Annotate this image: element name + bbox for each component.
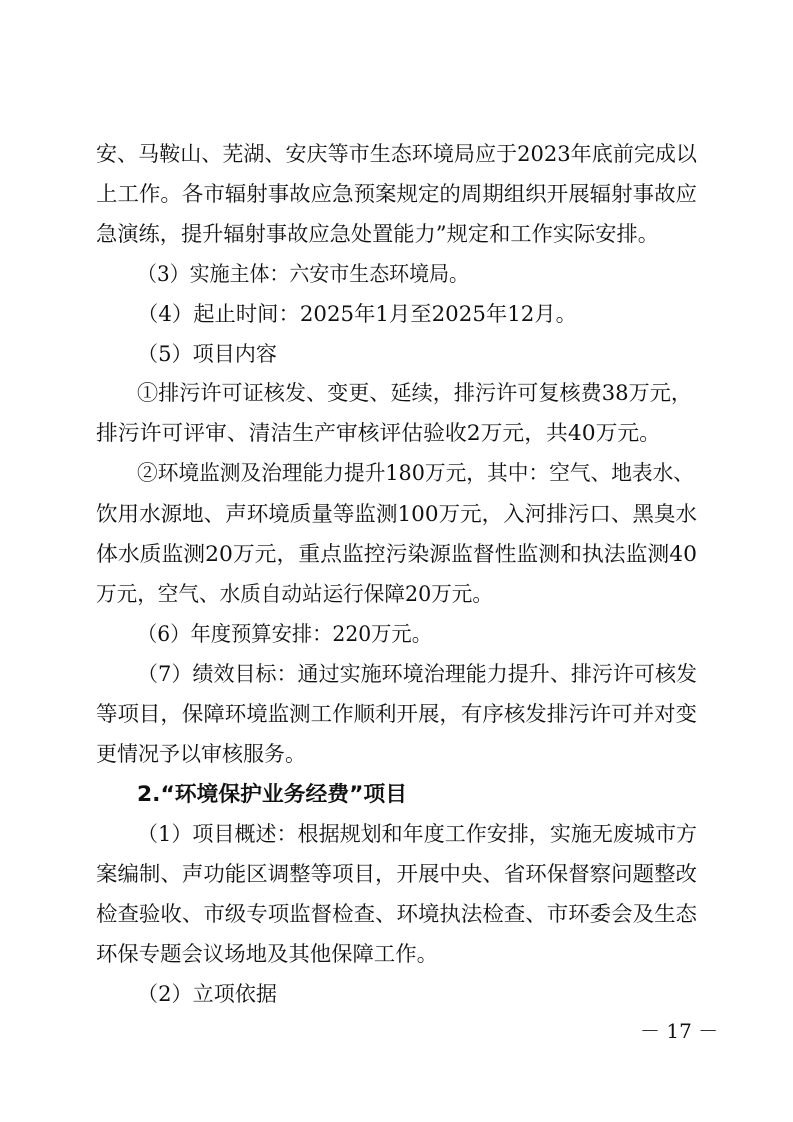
text-line [0, 334, 793, 374]
text-line [0, 934, 793, 974]
line-text: 上工作。各市辐射事故应急预案规定的周期组织开展辐射事故应 [96, 182, 697, 206]
page-number: － 17 － [640, 1019, 719, 1043]
text-line [0, 614, 793, 654]
line-text: 急演练，提升辐射事故应急处置能力”规定和工作实际安排。 [96, 222, 659, 246]
line-text: ①排污许可证核发、变更、延续，排污许可复核费38万元， [137, 381, 692, 405]
text-line [0, 854, 793, 894]
line-text: 检查验收、市级专项监督检查、环境执法检查、市环委会及生态 [96, 902, 697, 926]
text-line [0, 734, 793, 774]
text-line [0, 494, 793, 534]
line-text: 更情况予以审核服务。 [96, 742, 306, 766]
text-line [0, 214, 793, 254]
line-text: ②环境监测及治理能力提升180万元，其中：空气、地表水、 [137, 461, 694, 485]
line-text: 案编制、声功能区调整等项目，开展中央、省环保督察问题整改 [96, 862, 697, 886]
text-line [0, 174, 793, 214]
line-text: （6）年度预算安排：220万元。 [137, 622, 432, 646]
text-line [0, 453, 793, 493]
text-line [0, 654, 793, 694]
line-text: （1）项目概述：根据规划和年度工作安排，实施无废城市方 [137, 822, 697, 846]
text-line [0, 373, 793, 413]
line-text: （2）立项依据 [137, 982, 277, 1006]
line-text: （3）实施主体：六安市生态环境局。 [137, 262, 469, 286]
line-text: 环保专题会议场地及其他保障工作。 [96, 942, 439, 966]
text-line [0, 574, 793, 614]
text-line [0, 254, 793, 294]
text-line [0, 413, 793, 453]
line-text: 排污许可评审、清洁生产审核评估验收2万元，共40万元。 [96, 421, 661, 445]
section-heading [0, 774, 793, 814]
line-text: （7）绩效目标：通过实施环境治理能力提升、排污许可核发 [137, 662, 697, 686]
line-text: 2.“环境保护业务经费”项目 [137, 782, 407, 806]
line-text: 饮用水源地、声环境质量等监测100万元，入河排污口、黑臭水 [96, 502, 697, 526]
text-line [0, 134, 793, 174]
line-text: 体水质监测20万元，重点监控污染源监督性监测和执法监测40 [96, 542, 697, 566]
line-text: （4）起止时间：2025年1月至2025年12月。 [137, 302, 577, 326]
line-text: 等项目，保障环境监测工作顺利开展，有序核发排污许可并对变 [96, 702, 697, 726]
line-text: 万元，空气、水质自动站运行保障20万元。 [96, 582, 493, 606]
text-line [0, 814, 793, 854]
line-text: 安、马鞍山、芜湖、安庆等市生态环境局应于2023年底前完成以 [96, 142, 697, 166]
text-line [0, 534, 793, 574]
text-line [0, 894, 793, 934]
line-text: （5）项目内容 [137, 342, 277, 366]
text-line [0, 974, 793, 1014]
text-line [0, 694, 793, 734]
text-line [0, 294, 793, 334]
